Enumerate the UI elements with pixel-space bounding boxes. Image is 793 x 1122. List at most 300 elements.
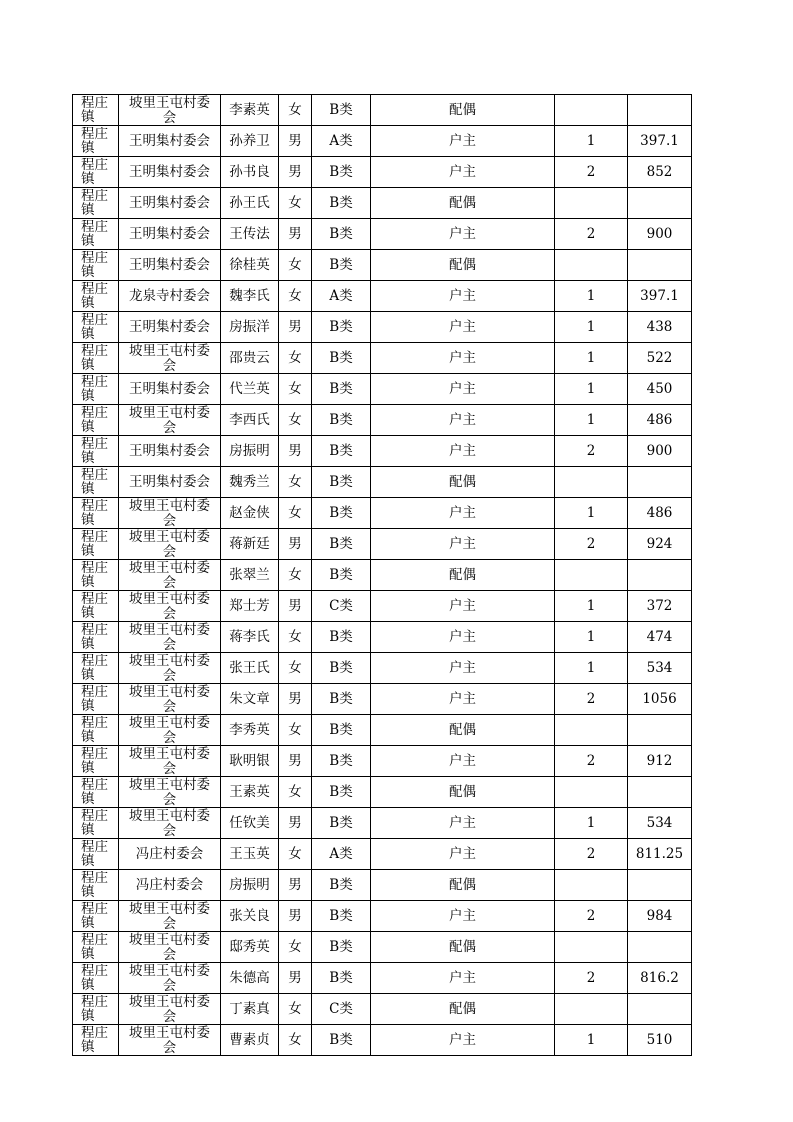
data-sheet [72, 94, 692, 1056]
town-cell-text: 程庄镇 [81, 313, 108, 341]
count-cell [555, 994, 628, 1025]
count-cell [555, 870, 628, 901]
amount-cell: 900 [628, 219, 692, 250]
town-cell [73, 715, 119, 746]
count-cell: 2 [555, 684, 628, 715]
amount-cell: 924 [628, 529, 692, 560]
relation-cell: 配偶 [371, 560, 555, 591]
village-cell-text: 坡里王屯村委会 [129, 343, 210, 373]
table-row [73, 529, 692, 560]
village-cell-text: 坡里王屯村委会 [129, 405, 210, 435]
table-row [73, 684, 692, 715]
table-row [73, 157, 692, 188]
village-cell-text: 坡里王屯村委会 [129, 684, 210, 714]
town-cell-text: 程庄镇 [81, 871, 108, 899]
relation-cell: 配偶 [371, 994, 555, 1025]
amount-cell: 852 [628, 157, 692, 188]
village-cell-text: 坡里王屯村委会 [129, 932, 210, 962]
category-cell: B类 [312, 343, 371, 374]
town-cell-text: 程庄镇 [81, 685, 108, 713]
name-cell: 魏秀兰 [221, 467, 279, 498]
town-cell-text: 程庄镇 [81, 778, 108, 806]
village-cell-text: 王明集村委会 [129, 318, 210, 335]
category-cell: B类 [312, 405, 371, 436]
category-cell: B类 [312, 560, 371, 591]
table-row [73, 994, 692, 1025]
name-cell: 王素英 [221, 777, 279, 808]
name-cell: 房振明 [221, 436, 279, 467]
count-cell: 2 [555, 901, 628, 932]
count-cell [555, 715, 628, 746]
village-cell-text: 坡里王屯村委会 [129, 529, 210, 559]
town-cell [73, 684, 119, 715]
village-cell [119, 498, 221, 529]
count-cell [555, 777, 628, 808]
town-cell [73, 374, 119, 405]
table-row [73, 777, 692, 808]
name-cell: 任钦美 [221, 808, 279, 839]
amount-cell [628, 560, 692, 591]
town-cell-text: 程庄镇 [81, 344, 108, 372]
relation-cell: 户主 [371, 901, 555, 932]
category-cell: B类 [312, 777, 371, 808]
amount-cell [628, 715, 692, 746]
table-row [73, 281, 692, 312]
town-cell [73, 157, 119, 188]
gender-cell: 女 [279, 653, 312, 684]
name-cell: 邸秀英 [221, 932, 279, 963]
name-cell: 李西氏 [221, 405, 279, 436]
town-cell-text: 程庄镇 [81, 902, 108, 930]
town-cell [73, 560, 119, 591]
village-cell [119, 932, 221, 963]
village-cell-text: 王明集村委会 [129, 132, 210, 149]
town-cell-text: 程庄镇 [81, 220, 108, 248]
category-cell: B类 [312, 436, 371, 467]
category-cell: C类 [312, 994, 371, 1025]
count-cell: 1 [555, 405, 628, 436]
count-cell: 2 [555, 157, 628, 188]
gender-cell: 女 [279, 281, 312, 312]
village-cell-text: 冯庄村委会 [135, 845, 204, 862]
amount-cell: 816.2 [628, 963, 692, 994]
name-cell: 张关良 [221, 901, 279, 932]
name-cell: 房振明 [221, 870, 279, 901]
village-cell [119, 157, 221, 188]
village-cell [119, 808, 221, 839]
town-cell-text: 程庄镇 [81, 282, 108, 310]
table-row [73, 498, 692, 529]
village-cell [119, 374, 221, 405]
town-cell-text: 程庄镇 [81, 716, 108, 744]
town-cell-text: 程庄镇 [81, 809, 108, 837]
relation-cell: 户主 [371, 219, 555, 250]
category-cell: B类 [312, 188, 371, 219]
category-cell: A类 [312, 126, 371, 157]
count-cell [555, 250, 628, 281]
count-cell [555, 95, 628, 126]
category-cell: B类 [312, 374, 371, 405]
town-cell-text: 程庄镇 [81, 561, 108, 589]
gender-cell: 女 [279, 343, 312, 374]
village-cell [119, 1025, 221, 1056]
category-cell: B类 [312, 529, 371, 560]
gender-cell: 女 [279, 777, 312, 808]
category-cell: B类 [312, 653, 371, 684]
table-row [73, 436, 692, 467]
name-cell: 蒋新廷 [221, 529, 279, 560]
table-row [73, 653, 692, 684]
relation-cell: 户主 [371, 281, 555, 312]
town-cell [73, 808, 119, 839]
amount-cell [628, 250, 692, 281]
gender-cell: 男 [279, 436, 312, 467]
town-cell [73, 467, 119, 498]
name-cell: 王传法 [221, 219, 279, 250]
village-cell-text: 坡里王屯村委会 [129, 622, 210, 652]
table-row [73, 126, 692, 157]
relation-cell: 户主 [371, 374, 555, 405]
relation-cell: 配偶 [371, 95, 555, 126]
category-cell: B类 [312, 963, 371, 994]
category-cell: B类 [312, 870, 371, 901]
category-cell: B类 [312, 467, 371, 498]
village-cell [119, 684, 221, 715]
village-cell [119, 777, 221, 808]
category-cell: B类 [312, 901, 371, 932]
town-cell [73, 839, 119, 870]
gender-cell: 女 [279, 374, 312, 405]
relation-cell: 户主 [371, 157, 555, 188]
category-cell: B类 [312, 932, 371, 963]
town-cell [73, 95, 119, 126]
table-row [73, 901, 692, 932]
village-cell-text: 坡里王屯村委会 [129, 994, 210, 1024]
village-cell [119, 95, 221, 126]
village-cell [119, 405, 221, 436]
town-cell [73, 250, 119, 281]
table-row [73, 405, 692, 436]
relation-cell: 户主 [371, 312, 555, 343]
town-cell [73, 870, 119, 901]
category-cell: B类 [312, 622, 371, 653]
count-cell: 1 [555, 653, 628, 684]
relation-cell: 户主 [371, 498, 555, 529]
relation-cell: 配偶 [371, 250, 555, 281]
amount-cell [628, 932, 692, 963]
name-cell: 王玉英 [221, 839, 279, 870]
relation-cell: 配偶 [371, 467, 555, 498]
gender-cell: 女 [279, 95, 312, 126]
name-cell: 曹素贞 [221, 1025, 279, 1056]
table-row [73, 560, 692, 591]
table-row [73, 591, 692, 622]
relation-cell: 户主 [371, 963, 555, 994]
count-cell: 1 [555, 622, 628, 653]
table-row [73, 808, 692, 839]
amount-cell: 811.25 [628, 839, 692, 870]
village-cell-text: 坡里王屯村委会 [129, 653, 210, 683]
name-cell: 魏李氏 [221, 281, 279, 312]
village-cell-text: 王明集村委会 [129, 256, 210, 273]
town-cell [73, 219, 119, 250]
gender-cell: 男 [279, 746, 312, 777]
village-cell [119, 126, 221, 157]
town-cell [73, 901, 119, 932]
relation-cell: 配偶 [371, 932, 555, 963]
village-cell-text: 坡里王屯村委会 [129, 746, 210, 776]
town-cell [73, 312, 119, 343]
category-cell: B类 [312, 312, 371, 343]
gender-cell: 女 [279, 932, 312, 963]
name-cell: 孙书良 [221, 157, 279, 188]
name-cell: 赵金侠 [221, 498, 279, 529]
village-cell-text: 坡里王屯村委会 [129, 1025, 210, 1055]
town-cell-text: 程庄镇 [81, 251, 108, 279]
town-cell-text: 程庄镇 [81, 189, 108, 217]
amount-cell: 522 [628, 343, 692, 374]
gender-cell: 男 [279, 901, 312, 932]
town-cell-text: 程庄镇 [81, 933, 108, 961]
village-cell-text: 王明集村委会 [129, 473, 210, 490]
amount-cell: 486 [628, 405, 692, 436]
category-cell: C类 [312, 591, 371, 622]
category-cell: B类 [312, 157, 371, 188]
relation-cell: 户主 [371, 436, 555, 467]
relation-cell: 户主 [371, 529, 555, 560]
amount-cell [628, 95, 692, 126]
gender-cell: 女 [279, 188, 312, 219]
table-row [73, 839, 692, 870]
amount-cell: 474 [628, 622, 692, 653]
village-cell-text: 坡里王屯村委会 [129, 901, 210, 931]
table-row [73, 467, 692, 498]
town-cell-text: 程庄镇 [81, 468, 108, 496]
village-cell [119, 870, 221, 901]
village-cell-text: 坡里王屯村委会 [129, 963, 210, 993]
amount-cell: 912 [628, 746, 692, 777]
category-cell: B类 [312, 95, 371, 126]
count-cell: 2 [555, 839, 628, 870]
village-cell [119, 188, 221, 219]
name-cell: 丁素真 [221, 994, 279, 1025]
table-body [73, 95, 692, 1056]
count-cell: 1 [555, 808, 628, 839]
village-cell [119, 529, 221, 560]
village-cell [119, 715, 221, 746]
count-cell: 1 [555, 312, 628, 343]
name-cell: 孙养卫 [221, 126, 279, 157]
gender-cell: 女 [279, 498, 312, 529]
table-row [73, 870, 692, 901]
category-cell: B类 [312, 684, 371, 715]
name-cell: 蒋李氏 [221, 622, 279, 653]
category-cell: B类 [312, 250, 371, 281]
table-row [73, 250, 692, 281]
town-cell [73, 932, 119, 963]
name-cell: 代兰英 [221, 374, 279, 405]
town-cell [73, 188, 119, 219]
village-cell [119, 560, 221, 591]
town-cell [73, 281, 119, 312]
table-row [73, 932, 692, 963]
gender-cell: 女 [279, 994, 312, 1025]
count-cell: 2 [555, 963, 628, 994]
name-cell: 耿明银 [221, 746, 279, 777]
town-cell-text: 程庄镇 [81, 530, 108, 558]
name-cell: 张翠兰 [221, 560, 279, 591]
gender-cell: 男 [279, 591, 312, 622]
category-cell: A类 [312, 281, 371, 312]
amount-cell: 372 [628, 591, 692, 622]
village-cell-text: 坡里王屯村委会 [129, 95, 210, 125]
village-cell [119, 467, 221, 498]
town-cell [73, 994, 119, 1025]
amount-cell: 438 [628, 312, 692, 343]
village-cell-text: 坡里王屯村委会 [129, 498, 210, 528]
village-cell [119, 281, 221, 312]
village-cell [119, 653, 221, 684]
relation-cell: 户主 [371, 1025, 555, 1056]
relation-cell: 户主 [371, 126, 555, 157]
name-cell: 朱德高 [221, 963, 279, 994]
table-row [73, 219, 692, 250]
count-cell: 1 [555, 281, 628, 312]
village-cell-text: 冯庄村委会 [135, 876, 204, 893]
village-cell [119, 901, 221, 932]
town-cell-text: 程庄镇 [81, 406, 108, 434]
town-cell [73, 405, 119, 436]
town-cell-text: 程庄镇 [81, 654, 108, 682]
gender-cell: 女 [279, 839, 312, 870]
count-cell: 2 [555, 219, 628, 250]
table-row [73, 374, 692, 405]
gender-cell: 男 [279, 529, 312, 560]
amount-cell: 900 [628, 436, 692, 467]
village-cell [119, 994, 221, 1025]
town-cell-text: 程庄镇 [81, 158, 108, 186]
town-cell-text: 程庄镇 [81, 1026, 108, 1054]
gender-cell: 男 [279, 808, 312, 839]
village-cell-text: 王明集村委会 [129, 163, 210, 180]
count-cell: 1 [555, 1025, 628, 1056]
gender-cell: 女 [279, 1025, 312, 1056]
town-cell [73, 343, 119, 374]
household-table [72, 94, 692, 1056]
village-cell [119, 746, 221, 777]
gender-cell: 男 [279, 312, 312, 343]
amount-cell [628, 467, 692, 498]
category-cell: B类 [312, 746, 371, 777]
count-cell: 1 [555, 498, 628, 529]
village-cell-text: 龙泉寺村委会 [129, 287, 210, 304]
relation-cell: 户主 [371, 405, 555, 436]
town-cell-text: 程庄镇 [81, 375, 108, 403]
count-cell [555, 560, 628, 591]
amount-cell: 984 [628, 901, 692, 932]
name-cell: 朱文章 [221, 684, 279, 715]
name-cell: 郑士芳 [221, 591, 279, 622]
village-cell [119, 591, 221, 622]
relation-cell: 户主 [371, 684, 555, 715]
gender-cell: 男 [279, 219, 312, 250]
table-row [73, 188, 692, 219]
amount-cell: 534 [628, 808, 692, 839]
relation-cell: 户主 [371, 622, 555, 653]
village-cell [119, 436, 221, 467]
village-cell-text: 坡里王屯村委会 [129, 591, 210, 621]
count-cell [555, 467, 628, 498]
gender-cell: 男 [279, 963, 312, 994]
amount-cell: 1056 [628, 684, 692, 715]
count-cell: 2 [555, 746, 628, 777]
count-cell: 1 [555, 126, 628, 157]
village-cell [119, 312, 221, 343]
amount-cell: 510 [628, 1025, 692, 1056]
relation-cell: 户主 [371, 839, 555, 870]
relation-cell: 户主 [371, 808, 555, 839]
name-cell: 李素英 [221, 95, 279, 126]
gender-cell: 女 [279, 715, 312, 746]
name-cell: 徐桂英 [221, 250, 279, 281]
count-cell [555, 932, 628, 963]
name-cell: 张王氏 [221, 653, 279, 684]
amount-cell [628, 188, 692, 219]
gender-cell: 女 [279, 405, 312, 436]
relation-cell: 配偶 [371, 188, 555, 219]
town-cell-text: 程庄镇 [81, 592, 108, 620]
gender-cell: 女 [279, 622, 312, 653]
town-cell-text: 程庄镇 [81, 964, 108, 992]
town-cell [73, 529, 119, 560]
category-cell: A类 [312, 839, 371, 870]
count-cell: 1 [555, 343, 628, 374]
table-row [73, 312, 692, 343]
category-cell: B类 [312, 1025, 371, 1056]
table-row [73, 343, 692, 374]
town-cell-text: 程庄镇 [81, 499, 108, 527]
town-cell [73, 963, 119, 994]
table-row [73, 715, 692, 746]
village-cell-text: 王明集村委会 [129, 380, 210, 397]
town-cell-text: 程庄镇 [81, 747, 108, 775]
relation-cell: 户主 [371, 746, 555, 777]
table-row [73, 1025, 692, 1056]
category-cell: B类 [312, 498, 371, 529]
amount-cell: 397.1 [628, 126, 692, 157]
amount-cell [628, 994, 692, 1025]
village-cell [119, 963, 221, 994]
village-cell-text: 王明集村委会 [129, 194, 210, 211]
relation-cell: 户主 [371, 591, 555, 622]
amount-cell [628, 870, 692, 901]
village-cell [119, 839, 221, 870]
category-cell: B类 [312, 808, 371, 839]
village-cell-text: 王明集村委会 [129, 442, 210, 459]
village-cell [119, 343, 221, 374]
category-cell: B类 [312, 715, 371, 746]
table-row [73, 963, 692, 994]
gender-cell: 女 [279, 560, 312, 591]
amount-cell [628, 777, 692, 808]
relation-cell: 配偶 [371, 870, 555, 901]
table-row [73, 95, 692, 126]
name-cell: 邵贵云 [221, 343, 279, 374]
town-cell [73, 746, 119, 777]
town-cell-text: 程庄镇 [81, 127, 108, 155]
count-cell: 2 [555, 436, 628, 467]
village-cell [119, 250, 221, 281]
